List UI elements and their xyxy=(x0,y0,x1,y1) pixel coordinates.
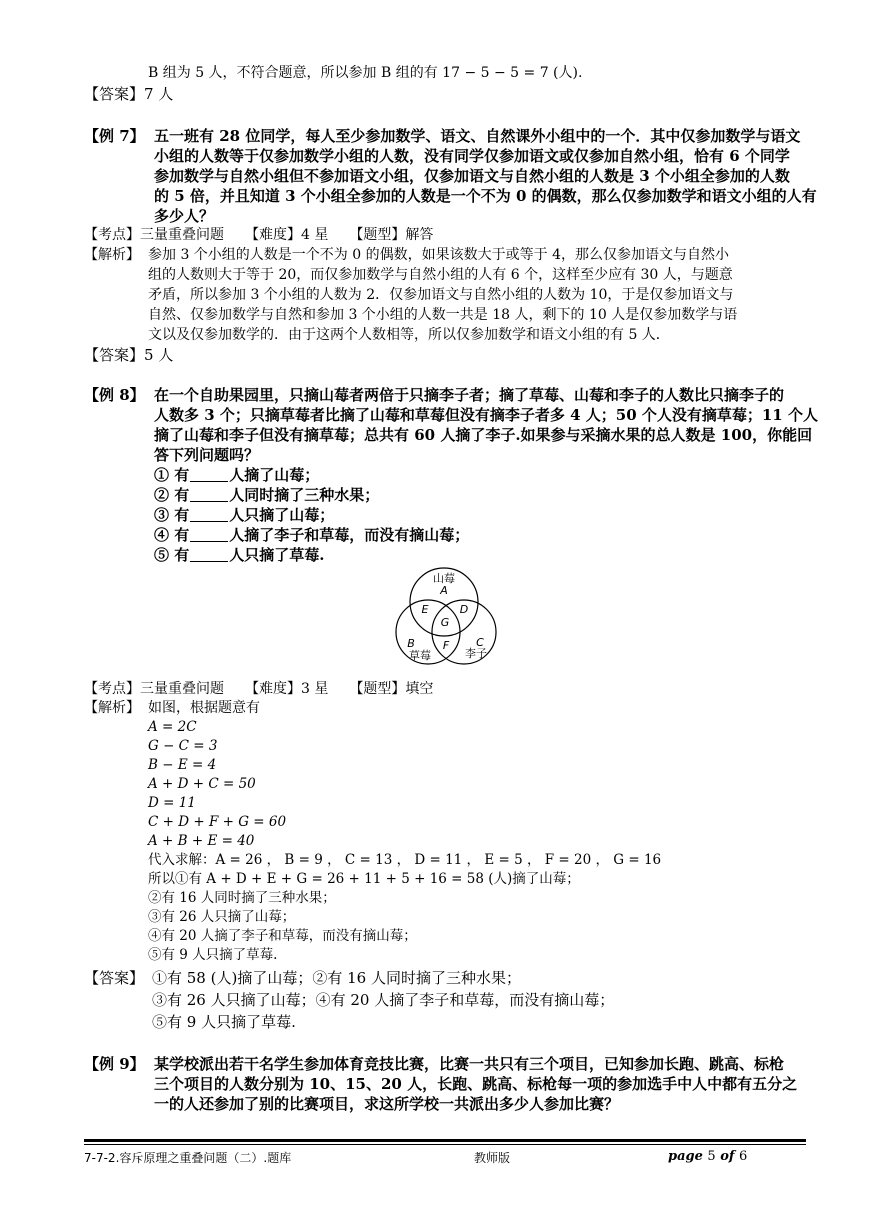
example-8-answer-line: ①有 58 (人)摘了山莓；②有 16 人同时摘了三种水果； xyxy=(152,969,521,987)
example-8-item xyxy=(154,505,334,525)
example-8-item xyxy=(154,465,319,485)
footer-rule-thick xyxy=(84,1139,806,1142)
item-number: ⑤ xyxy=(154,546,170,564)
item-number: ③ xyxy=(154,506,170,524)
example-7-solution-line: 矛盾，所以参加 3 个小组的人数为 2．仅参加语文与自然小组的人数为 10，于是仅参加语文与 xyxy=(148,287,734,303)
item-prefix: 有 xyxy=(174,546,190,564)
example-8-answer-tag: 【答案】 xyxy=(84,969,145,987)
example-9-question-line: 某学校派出若干名学生参加体育竞技比赛，比赛一共只有三个项目，已知参加长跑、跳高、标枪 xyxy=(154,1055,785,1073)
example-7-question-line: 多少人？ xyxy=(154,207,215,225)
item-suffix: 人摘了李子和草莓，而没有摘山莓； xyxy=(229,526,470,544)
item-number: ④ xyxy=(154,526,170,544)
venn-label-top-name: 山莓 xyxy=(433,572,455,585)
solve-line: 代入求解：A = 26 ， B = 9 ， C = 13 ， D = 11 ， E = 5 ， F = 20 ， G = 16 xyxy=(148,852,662,868)
venn-label-left-name: 草莓 xyxy=(409,649,431,662)
example-8-question-line: 在一个自助果园里，只摘山莓者两倍于只摘李子者；摘了草莓、山莓和李子的人数比只摘李子的 xyxy=(154,386,785,404)
item-prefix: 有 xyxy=(174,506,190,524)
example-7-question-line: 小组的人数等于仅参加数学小组的人数，没有同学仅参加语文或仅参加自然小组，恰有 6 个同学 xyxy=(154,147,790,165)
example-8-question-line: 答下列问题吗？ xyxy=(154,446,260,464)
continuation-line: B 组为 5 人，不符合题意，所以参加 B 组的有 17 − 5 − 5 = 7 (人). xyxy=(148,65,583,81)
venn-label-d: D xyxy=(459,603,469,616)
example-8-meta: 【考点】三量重叠问题 【难度】3 星 【题型】填空 xyxy=(84,681,434,697)
equation: D = 11 xyxy=(148,795,196,811)
example-8-question-line: 人数多 3 个；只摘草莓者比摘了山莓和草莓但没有摘李子者多 4 人；50 个人没有摘草莓；11 个人 xyxy=(154,406,818,424)
item-number: ① xyxy=(154,466,170,484)
footer-rule-thin xyxy=(84,1144,806,1145)
example-8-solution-intro: 如图，根据题意有 xyxy=(148,700,260,716)
result-line: ⑤有 9 人只摘了草莓. xyxy=(148,947,278,963)
venn-label-right-name: 李子 xyxy=(465,647,487,660)
equation: G − C = 3 xyxy=(148,738,218,754)
equation: B − E = 4 xyxy=(148,757,217,773)
item-suffix: 人摘了山莓； xyxy=(229,466,320,484)
result-line: ③有 26 人只摘了山莓； xyxy=(148,909,296,925)
equation: A + D + C = 50 xyxy=(148,776,256,792)
page-current: 5 xyxy=(707,1149,716,1164)
answer-tag: 【答案】 xyxy=(84,346,145,364)
item-prefix: 有 xyxy=(174,526,190,544)
example-7-question-line: 的 5 倍，并且知道 3 个小组全参加的人数是一个不为 0 的偶数，那么仅参加数学和语文小组的人有 xyxy=(154,187,817,205)
result-line: ④有 20 人摘了李子和草莓，而没有摘山莓； xyxy=(148,928,417,944)
item-suffix: 人只摘了草莓. xyxy=(229,546,325,564)
item-suffix: 人只摘了山莓； xyxy=(229,506,335,524)
example-8-item xyxy=(154,485,379,505)
example-7-solution-line: 组的人数则大于等于 20，而仅参加数学与自然小组的人有 6 个，这样至少应有 30 人，与题意 xyxy=(148,267,733,283)
example-8-tag: 【例 8】 xyxy=(84,386,145,404)
example-9-question-line: 一的人还参加了别的比赛项目，求这所学校一共派出多少人参加比赛？ xyxy=(154,1095,620,1113)
example-8-item xyxy=(154,525,469,545)
example-7-solution-line: 参加 3 个小组的人数是一个不为 0 的偶数，如果该数大于或等于 4，那么仅参加语文与自然小 xyxy=(148,247,729,263)
item-suffix: 人同时摘了三种水果； xyxy=(229,486,380,504)
example-8-solution-tag: 【解析】 xyxy=(84,700,140,716)
page-total: 6 xyxy=(739,1149,748,1164)
venn-label-a: A xyxy=(440,584,448,597)
venn-diagram xyxy=(394,566,514,668)
example-7-tag: 【例 7】 xyxy=(84,127,145,145)
page-word: page xyxy=(668,1149,703,1164)
example-8-item xyxy=(154,545,325,565)
item-prefix: 有 xyxy=(174,466,190,484)
venn-label-g: G xyxy=(440,616,450,629)
example-8-answer-line: ⑤有 9 人只摘了草莓. xyxy=(152,1013,296,1031)
answer-blank xyxy=(190,487,228,502)
equation: A + B + E = 40 xyxy=(148,833,255,849)
answer-line xyxy=(84,84,173,104)
example-7-solution-line: 自然、仅参加数学与自然和参加 3 个小组的人数一共是 18 人，剩下的 10 人是仅参加数学与语 xyxy=(148,307,738,323)
item-prefix: 有 xyxy=(174,486,190,504)
example-7-solution-tag: 【解析】 xyxy=(84,247,140,263)
answer-blank xyxy=(190,467,228,482)
footer-title: 7-7-2.容斥原理之重叠问题（二）.题库 xyxy=(84,1151,292,1165)
venn-label-c: C xyxy=(476,636,484,649)
example-9-tag: 【例 9】 xyxy=(84,1055,145,1073)
answer-blank xyxy=(190,527,228,542)
equation: A = 2C xyxy=(148,719,197,735)
example-7-question-line: 参加数学与自然小组但不参加语文小组，仅参加语文与自然小组的人数是 3 个小组全参加的人数 xyxy=(154,167,790,185)
example-7-solution-line: 文以及仅参加数学的．由于这两个人数相等，所以仅参加数学和语文小组的有 5 人． xyxy=(148,327,670,343)
venn-label-e: E xyxy=(421,603,429,616)
result-line: ②有 16 人同时摘了三种水果； xyxy=(148,890,336,906)
result-line: 所以①有 A + D + E + G = 26 + 11 + 5 + 16 = 58 (人)摘了山莓； xyxy=(148,871,580,887)
answer-tag: 【答案】 xyxy=(84,85,145,103)
example-7-meta: 【考点】三量重叠问题 【难度】4 星 【题型】解答 xyxy=(84,227,434,243)
venn-label-b: B xyxy=(407,637,415,650)
footer-page-number xyxy=(668,1149,747,1165)
footer-edition: 教师版 xyxy=(474,1151,511,1165)
example-8-question-line: 摘了山莓和李子但没有摘草莓；总共有 60 人摘了李子.如果参与采摘水果的总人数是 100，你能回 xyxy=(154,426,813,444)
example-9-question-line: 三个项目的人数分别为 10、15、20 人，长跑、跳高、标枪每一项的参加选手中人中都有五分之 xyxy=(154,1075,798,1093)
item-number: ② xyxy=(154,486,170,504)
answer-blank xyxy=(190,547,228,562)
answer-text: 7 人 xyxy=(144,85,174,103)
of-word: of xyxy=(720,1149,735,1164)
answer-text: 5 人 xyxy=(144,346,174,364)
answer-blank xyxy=(190,507,228,522)
example-7-answer xyxy=(84,345,173,365)
example-7-question-line: 五一班有 28 位同学，每人至少参加数学、语文、自然课外小组中的一个．其中仅参加数学与语文 xyxy=(154,127,801,145)
example-8-answer-line: ③有 26 人只摘了山莓；④有 20 人摘了李子和草莓，而没有摘山莓； xyxy=(152,991,615,1009)
venn-label-f: F xyxy=(442,639,450,652)
equation: C + D + F + G = 60 xyxy=(148,814,287,830)
